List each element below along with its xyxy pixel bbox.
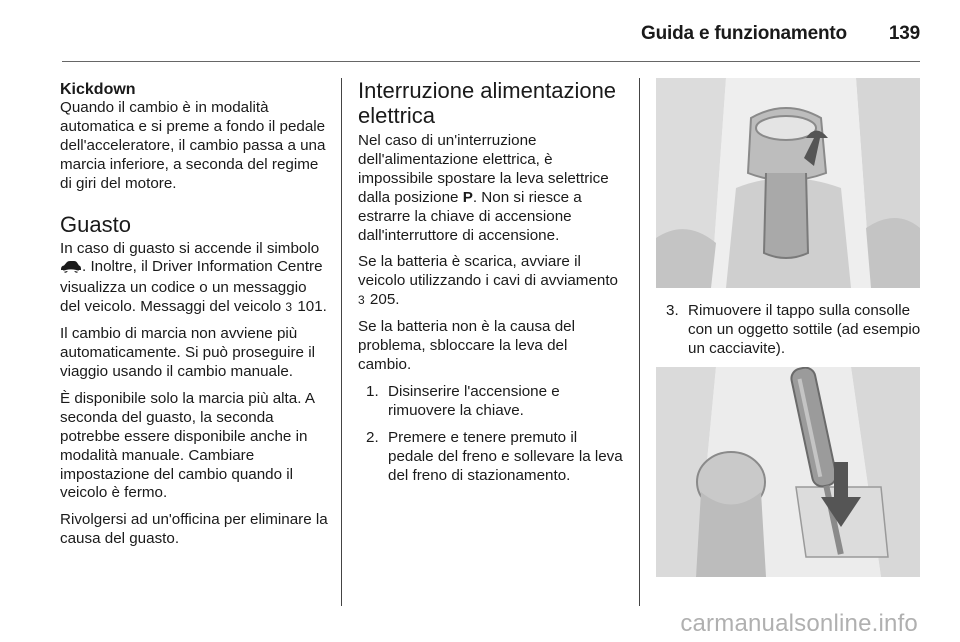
guasto-paragraph-4: Rivolgersi ad un'officina per eliminare la causa del guasto. — [60, 511, 328, 548]
interruzione-paragraph-3: Se la batteria non è la causa del problema, sbloccare la leva del cambio. — [358, 318, 575, 373]
interruzione-p2-before: Se la batteria è scarica, avviare il veicolo utilizzando i cavi di avviamento — [358, 253, 619, 290]
column-middle — [358, 78, 624, 493]
interruzione-p1-before: Nel caso di un'interruzione dell'alimentazione elettrica, è impossibile spostare la leva selettrice dalla posizione — [358, 132, 609, 206]
interruzione-paragraph-2 — [358, 253, 624, 310]
watermark: carmanualsonline.info — [680, 610, 918, 637]
guasto-paragraph-1 — [60, 240, 328, 318]
guasto-p1-ref: 101. — [297, 298, 327, 316]
position-p-label: P — [462, 188, 473, 206]
step-text: Premere e tenere premuto il pedale del freno e sollevare la leva del freno di stazionamento. — [388, 428, 623, 484]
step-text: Rimuovere il tappo sulla consolle con un oggetto sottile (ad esempio un cacciavite). — [688, 302, 921, 357]
list-item — [366, 383, 624, 421]
column-right — [656, 78, 922, 577]
steps-list — [366, 383, 624, 486]
steps-list-continued — [666, 302, 922, 359]
step-number: 3. — [666, 302, 679, 319]
list-item — [366, 429, 624, 486]
step-number: 2. — [366, 428, 379, 446]
page-header — [62, 14, 920, 54]
car-warning-icon — [60, 260, 82, 279]
page-number: 139 — [888, 23, 920, 44]
column-divider-1 — [341, 78, 342, 606]
kickdown-title: Kickdown — [60, 81, 136, 98]
interruzione-paragraph-1 — [358, 132, 624, 245]
header-divider — [62, 61, 920, 62]
guasto-paragraph-2: Il cambio di marcia non avviene più automaticamente. Si può proseguire il viaggio usando il cambio manuale. — [60, 325, 315, 380]
column-left — [60, 80, 328, 557]
guasto-title: Guasto — [60, 211, 131, 237]
page-reference-icon: 3 — [358, 293, 365, 308]
step-number: 1. — [366, 382, 379, 400]
guasto-p1-before: In caso di guasto si accende il simbolo — [60, 239, 320, 257]
guasto-paragraph-3: È disponibile solo la marcia più alta. A seconda del guasto, la seconda potrebbe essere disponibile anche in modalità manuale. Cambiare impostazione del cambio quando il veicolo è fermo. — [60, 389, 315, 502]
guasto-p1-after: . Inoltre, il Driver Information Centre visualizza un codice o un messaggio del veicolo. Messaggi del veicolo — [60, 258, 323, 316]
step-text: Disinserire l'accensione e rimuovere la chiave. — [388, 382, 560, 419]
page-reference-icon: 3 — [285, 300, 293, 315]
interruzione-p2-ref: 205. — [369, 291, 400, 309]
kickdown-text: Quando il cambio è in modalità automatica e si preme a fondo il pedale dell'acceleratore, il cambio passa a una marcia inferiore, a seconda del regime di giri del motore. — [60, 99, 326, 192]
gear-lever-illustration — [656, 78, 920, 288]
screwdriver-illustration — [656, 367, 920, 577]
list-item — [666, 302, 922, 359]
interruzione-p1-after: . Non si riesce a estrarre la chiave di accensione dall'interruttore di accensione. — [358, 188, 582, 244]
interruzione-title: Interruzione alimentazione elettrica — [358, 78, 617, 128]
section-title: Guida e funzionamento — [641, 23, 847, 44]
column-divider-2 — [639, 78, 640, 606]
